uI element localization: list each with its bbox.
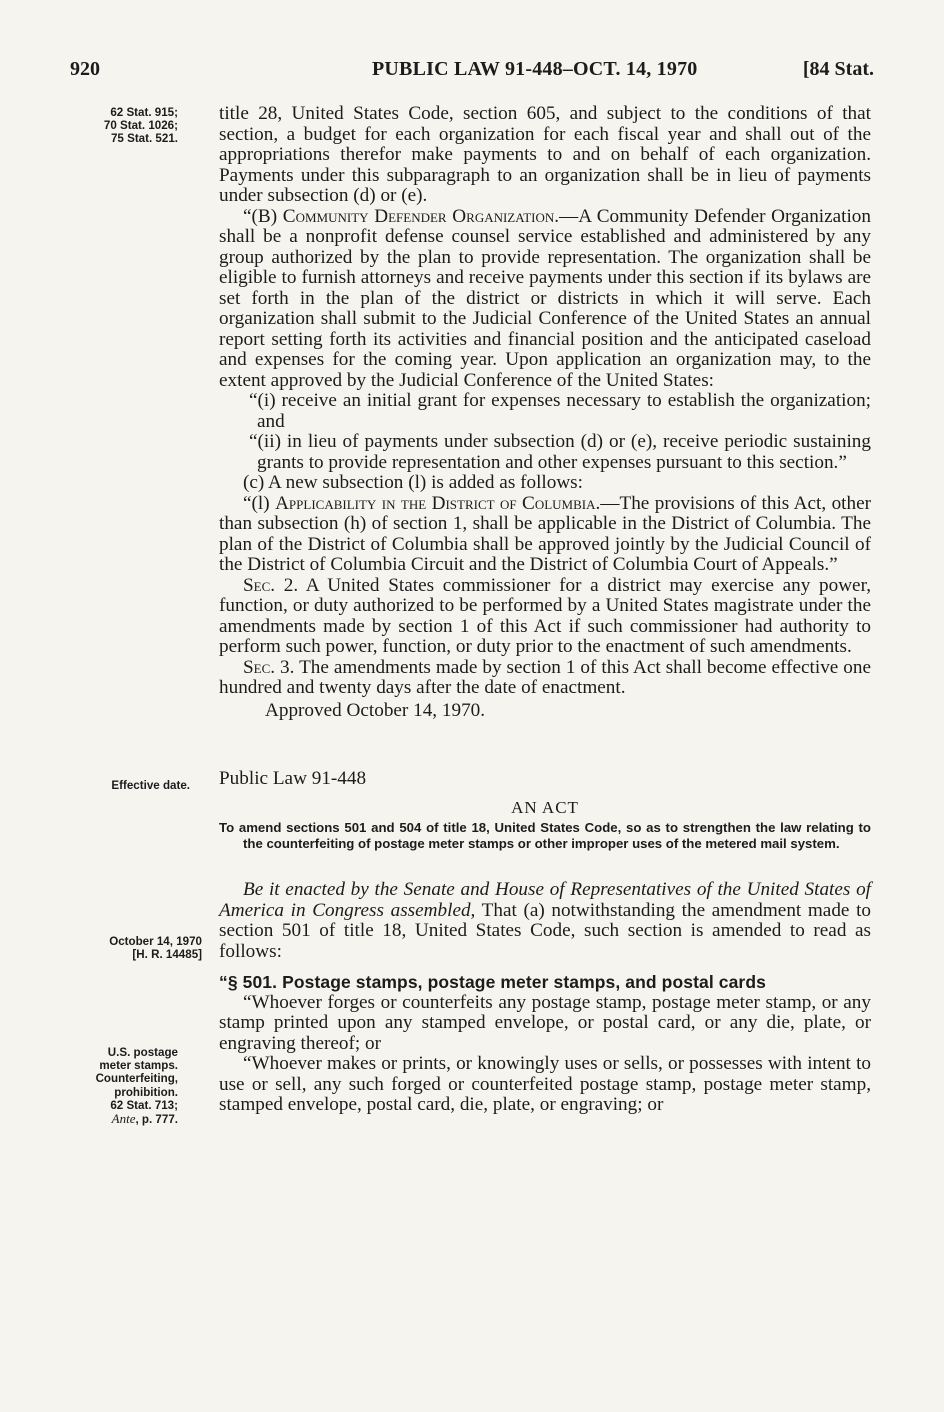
margin-line: U.S. postage xyxy=(107,1046,178,1059)
paragraph: title 28, United States Code, section 605, and subject to the conditions of that section, a budget for each organization for each fiscal year and shall out of the appropriations therefor make payments to and on behalf of each organization. Payments under this subparagraph to an organization shall be in lieu of payments under subsection (d) or (e). xyxy=(219,103,871,206)
section-text: The amendments made by section 1 of this Act shall become effective one hundred and twenty days after the date of enactment. xyxy=(219,656,871,698)
paragraph: “Whoever forges or counterfeits any postage stamp, postage meter stamp, or any stamp printed upon any stamped envelope, or postal card, or any die, plate, or engraving thereof; or xyxy=(219,991,871,1054)
page-header xyxy=(0,58,944,88)
section-label: Sec. 3. xyxy=(243,656,295,678)
margin-bill-number: [H. R. 14485] xyxy=(132,948,202,962)
paragraph xyxy=(219,494,871,576)
page-number: 920 xyxy=(70,58,100,80)
margin-line: Counterfeiting, xyxy=(95,1072,178,1086)
volume-reference: [84 Stat. xyxy=(802,58,874,80)
section-heading: “§ 501. Postage stamps, postage meter stamps, and postal cards xyxy=(219,972,766,992)
enacting-italic: Be it enacted by the Senate and House of Representatives of the United States of America in Congress assembled, xyxy=(219,879,871,921)
list-item: “(ii) in lieu of payments under subsection (d) or (e), receive periodic sustaining grants to provide representation and other expenses pursuant to this section.” xyxy=(249,431,871,473)
margin-line: prohibition. xyxy=(114,1085,178,1099)
enacting-clause xyxy=(219,880,871,962)
act-heading: AN ACT xyxy=(511,797,579,817)
paragraph: (c) A new subsection (l) is added as follows: xyxy=(243,472,583,493)
list-item: “(i) receive an initial grant for expenses necessary to establish the organization; and xyxy=(249,390,871,432)
paragraph: “Whoever makes or prints, or knowingly uses or sells, or possesses with intent to use or sell, any such forged or counterfeited postage stamp, postage meter stamp, stamped envelope, postal card, die, plate, or engraving; or xyxy=(219,1053,871,1115)
approval-line: Approved October 14, 1970. xyxy=(265,699,486,721)
margin-citation: 62 Stat. 915; xyxy=(110,106,178,119)
section-paragraph xyxy=(219,658,871,699)
public-law-number: Public Law 91-448 xyxy=(219,768,367,789)
ante-word: Ante xyxy=(111,1111,136,1127)
paragraph-text: .—The provisions of this Act, other than subsection (h) of section 1, shall be applicable in the District of Columbia. The plan of the District of Columbia shall be approved jointly by the Judicial Council of the District of Columbia Circuit and the District of Columbia Court of Appeals.” xyxy=(219,492,871,575)
running-title: PUBLIC LAW 91-448–OCT. 14, 1970 xyxy=(372,58,698,80)
section-text: A United States commissioner for a district may exercise any power, function, or duty authorized to be performed by a United States magistrate under the amendments made by section 1 of this Act if such commissioner had authority to perform such power, function, or duty prior to the enactment of such amendments. xyxy=(219,574,871,657)
section-paragraph xyxy=(219,576,871,658)
paragraph-text: .—A Community Defender Organization shall be a nonprofit defense counsel service established and administered by any group authorized by the plan to provide representation. The organization shall be eligible to furnish attorneys and receive payments under this section if its bylaws are set forth in the plan of the district or districts in which it will serve. Each organization shall submit to the Judicial Conference of the United States an annual report setting forth its activities and financial position and the anticipated caseload and expenses for the coming year. Upon application an organization may, to the extent approved by the Judicial Conference of the United States: xyxy=(219,205,871,391)
margin-line: meter stamps. xyxy=(99,1059,178,1073)
subparagraph-heading: Community Defender Organization xyxy=(282,205,555,227)
margin-citation: 70 Stat. 1026; xyxy=(103,119,178,133)
paragraph-lead: “(B) xyxy=(243,205,283,227)
margin-citation: 75 Stat. 521. xyxy=(110,132,178,146)
subsection-heading: Applicability in the District of Columbia xyxy=(275,492,596,514)
margin-line: 62 Stat. 713; xyxy=(110,1098,178,1112)
margin-effective-date: Effective date. xyxy=(111,779,190,792)
margin-ante xyxy=(60,1112,178,1126)
paragraph xyxy=(219,207,871,392)
margin-citations xyxy=(60,106,178,146)
margin-enactment-date xyxy=(60,935,202,961)
paragraph-lead: “(l) xyxy=(243,492,276,514)
section-label: Sec. 2. xyxy=(243,574,299,596)
act-title: To amend sections 501 and 504 of title 18, United States Code, so as to strengthen the law relating to the counterfeiting of postage meter stamps or other improper uses of the metered mail system. xyxy=(219,820,871,851)
margin-date: October 14, 1970 xyxy=(109,935,202,948)
margin-postage-note xyxy=(60,1046,178,1126)
enacting-text: That (a) notwithstanding the amendment made to section 501 of title 18, United States Code, such section is amended to read as follows: xyxy=(219,899,871,962)
ante-page: , p. 777. xyxy=(135,1113,178,1127)
main-text xyxy=(219,104,871,1116)
